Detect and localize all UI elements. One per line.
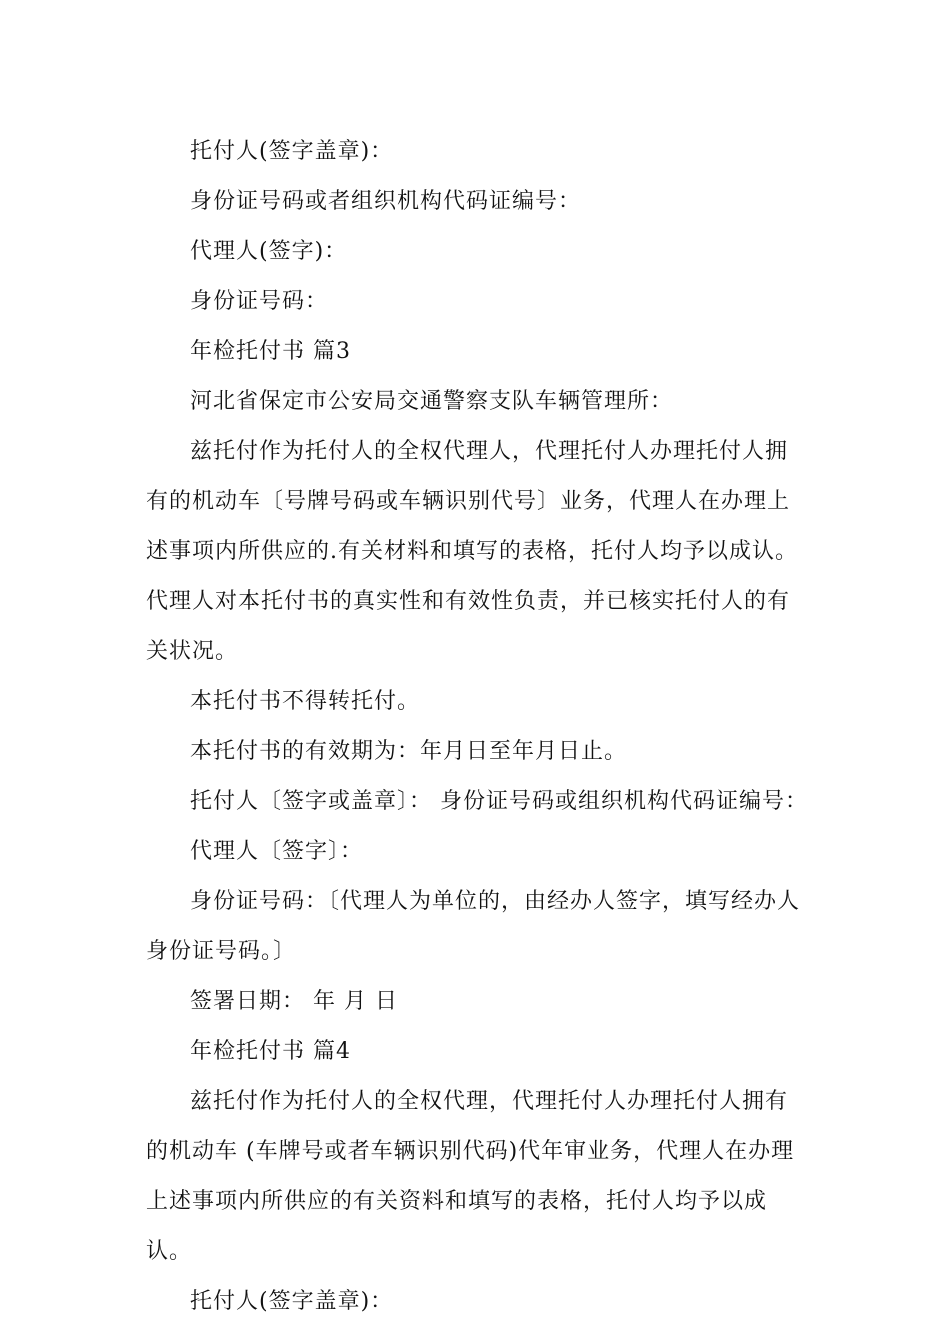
paragraph-consignor-sign-and-id: 托付人〔签字或盖章〕： 身份证号码或组织机构代码证编号： — [190, 789, 808, 814]
section-heading-3: 年检托付书 篇3 — [190, 339, 351, 364]
paragraph-authorization-body-4: 兹托付作为托付人的全权代理，代理托付人办理托付人拥有的机动车 (车牌号或者车辆识别代码)代年审业务，代理人在办理上述事项内所供应的有关资料和填写的表格，托付人均予以成认。 — [146, 1089, 795, 1264]
paragraph-authorization-body: 兹托付作为托付人的全权代理人，代理托付人办理托付人拥有的机动车〔号牌号码或车辆识别代号〕业务，代理人在办理上述事项内所供应的.有关材料和填写的表格，托付人均予以成认。代理人对本托付书的真实性和有效性负责，并已核实托付人的有关状况。 — [146, 439, 798, 664]
paragraph-consignor-signature: 托付人(签字盖章)： — [190, 139, 394, 164]
paragraph-no-subdelegation: 本托付书不得转托付。 — [190, 689, 421, 714]
paragraph-validity-period: 本托付书的有效期为：年月日至年月日止。 — [190, 739, 628, 764]
paragraph-id-number-or-org-code: 身份证号码或者组织机构代码证编号： — [190, 189, 582, 214]
document-body — [146, 127, 810, 1327]
paragraph-consignor-signature-4: 托付人(签字盖章)： — [190, 1289, 394, 1314]
section-heading-4: 年检托付书 篇4 — [190, 1039, 351, 1064]
paragraph-agent-signature: 代理人(签字)： — [190, 239, 348, 264]
paragraph-agent-id-note: 身份证号码：〔代理人为单位的，由经办人签字，填写经办人身份证号码。〕 — [146, 889, 801, 964]
paragraph-sign-date: 签署日期： 年 月 日 — [190, 989, 398, 1014]
paragraph-agent-sign: 代理人〔签字〕： — [190, 839, 364, 864]
paragraph-id-number: 身份证号码： — [190, 289, 329, 314]
paragraph-addressee: 河北省保定市公安局交通警察支队车辆管理所： — [190, 389, 674, 414]
